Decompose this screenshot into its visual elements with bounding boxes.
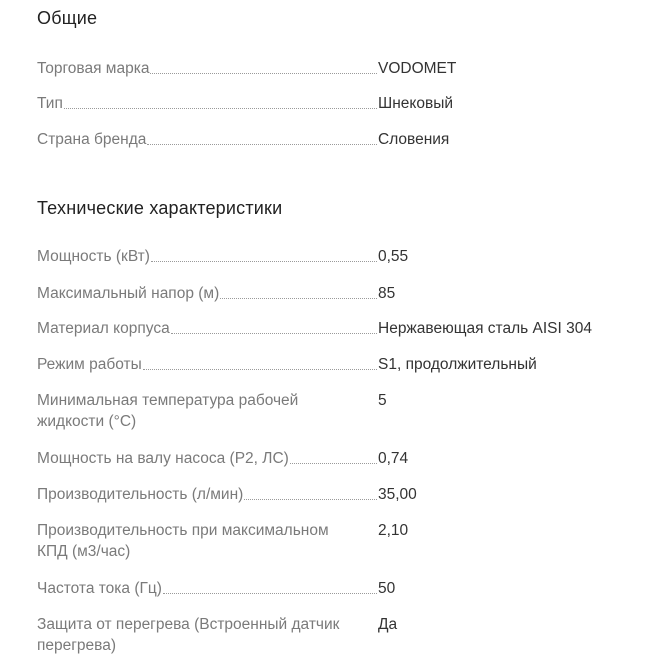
spec-label: Максимальный напор (м) (37, 283, 377, 304)
spec-value: 5 (378, 392, 387, 409)
dotted-leader (64, 108, 377, 109)
spec-value: Нержавеющая сталь AISI 304 (378, 320, 592, 337)
dotted-leader (143, 369, 377, 370)
general-section-title: Общие (37, 8, 98, 28)
dotted-leader (163, 593, 377, 594)
spec-row-brand (37, 58, 637, 79)
spec-row-brand-country (37, 129, 637, 150)
spec-value: Словения (378, 131, 450, 148)
spec-row-min-temperature (37, 390, 637, 432)
spec-label: Материал корпуса (37, 318, 377, 339)
dotted-leader (220, 298, 377, 299)
spec-label: Тип (37, 93, 377, 114)
spec-label: Производительность при максимальном КПД (м3/час) (37, 522, 329, 560)
spec-value: S1, продолжительный (378, 356, 537, 373)
spec-value: Да (378, 616, 398, 633)
dotted-leader (244, 499, 377, 500)
spec-label: Минимальная температура рабочей жидкости (°C) (37, 392, 299, 430)
spec-label: Режим работы (37, 354, 377, 375)
spec-value: 0,55 (378, 248, 409, 265)
spec-value: Шнековый (378, 95, 453, 112)
spec-label: Мощность на валу насоса (P2, ЛС) (37, 448, 377, 469)
spec-row-overheat-protection (37, 614, 637, 656)
dotted-leader (150, 73, 377, 74)
spec-label: Частота тока (Гц) (37, 578, 377, 599)
spec-row-power (37, 246, 637, 267)
spec-row-flow-at-max-efficiency (37, 520, 637, 562)
dotted-leader (290, 463, 377, 464)
spec-row-shaft-power (37, 448, 637, 469)
spec-row-operating-mode (37, 354, 637, 375)
spec-row-max-head (37, 283, 637, 304)
spec-value: 50 (378, 580, 396, 597)
spec-label: Мощность (кВт) (37, 246, 377, 267)
spec-value: 2,10 (378, 522, 409, 539)
spec-label: Страна бренда (37, 129, 377, 150)
spec-row-flow-rate (37, 484, 637, 505)
spec-value: VODOMET (378, 60, 457, 77)
spec-row-frequency (37, 578, 637, 599)
spec-label: Защита от перегрева (Встроенный датчик перегрева) (37, 616, 340, 654)
spec-value: 35,00 (378, 486, 417, 503)
dotted-leader (151, 261, 377, 262)
spec-value: 0,74 (378, 450, 409, 467)
technical-section-title: Технические характеристики (37, 198, 283, 218)
spec-value: 85 (378, 285, 396, 302)
spec-row-body-material (37, 318, 637, 339)
dotted-leader (171, 333, 377, 334)
spec-label: Производительность (л/мин) (37, 484, 377, 505)
dotted-leader (147, 144, 377, 145)
spec-row-type (37, 93, 637, 114)
spec-label: Торговая марка (37, 58, 377, 79)
